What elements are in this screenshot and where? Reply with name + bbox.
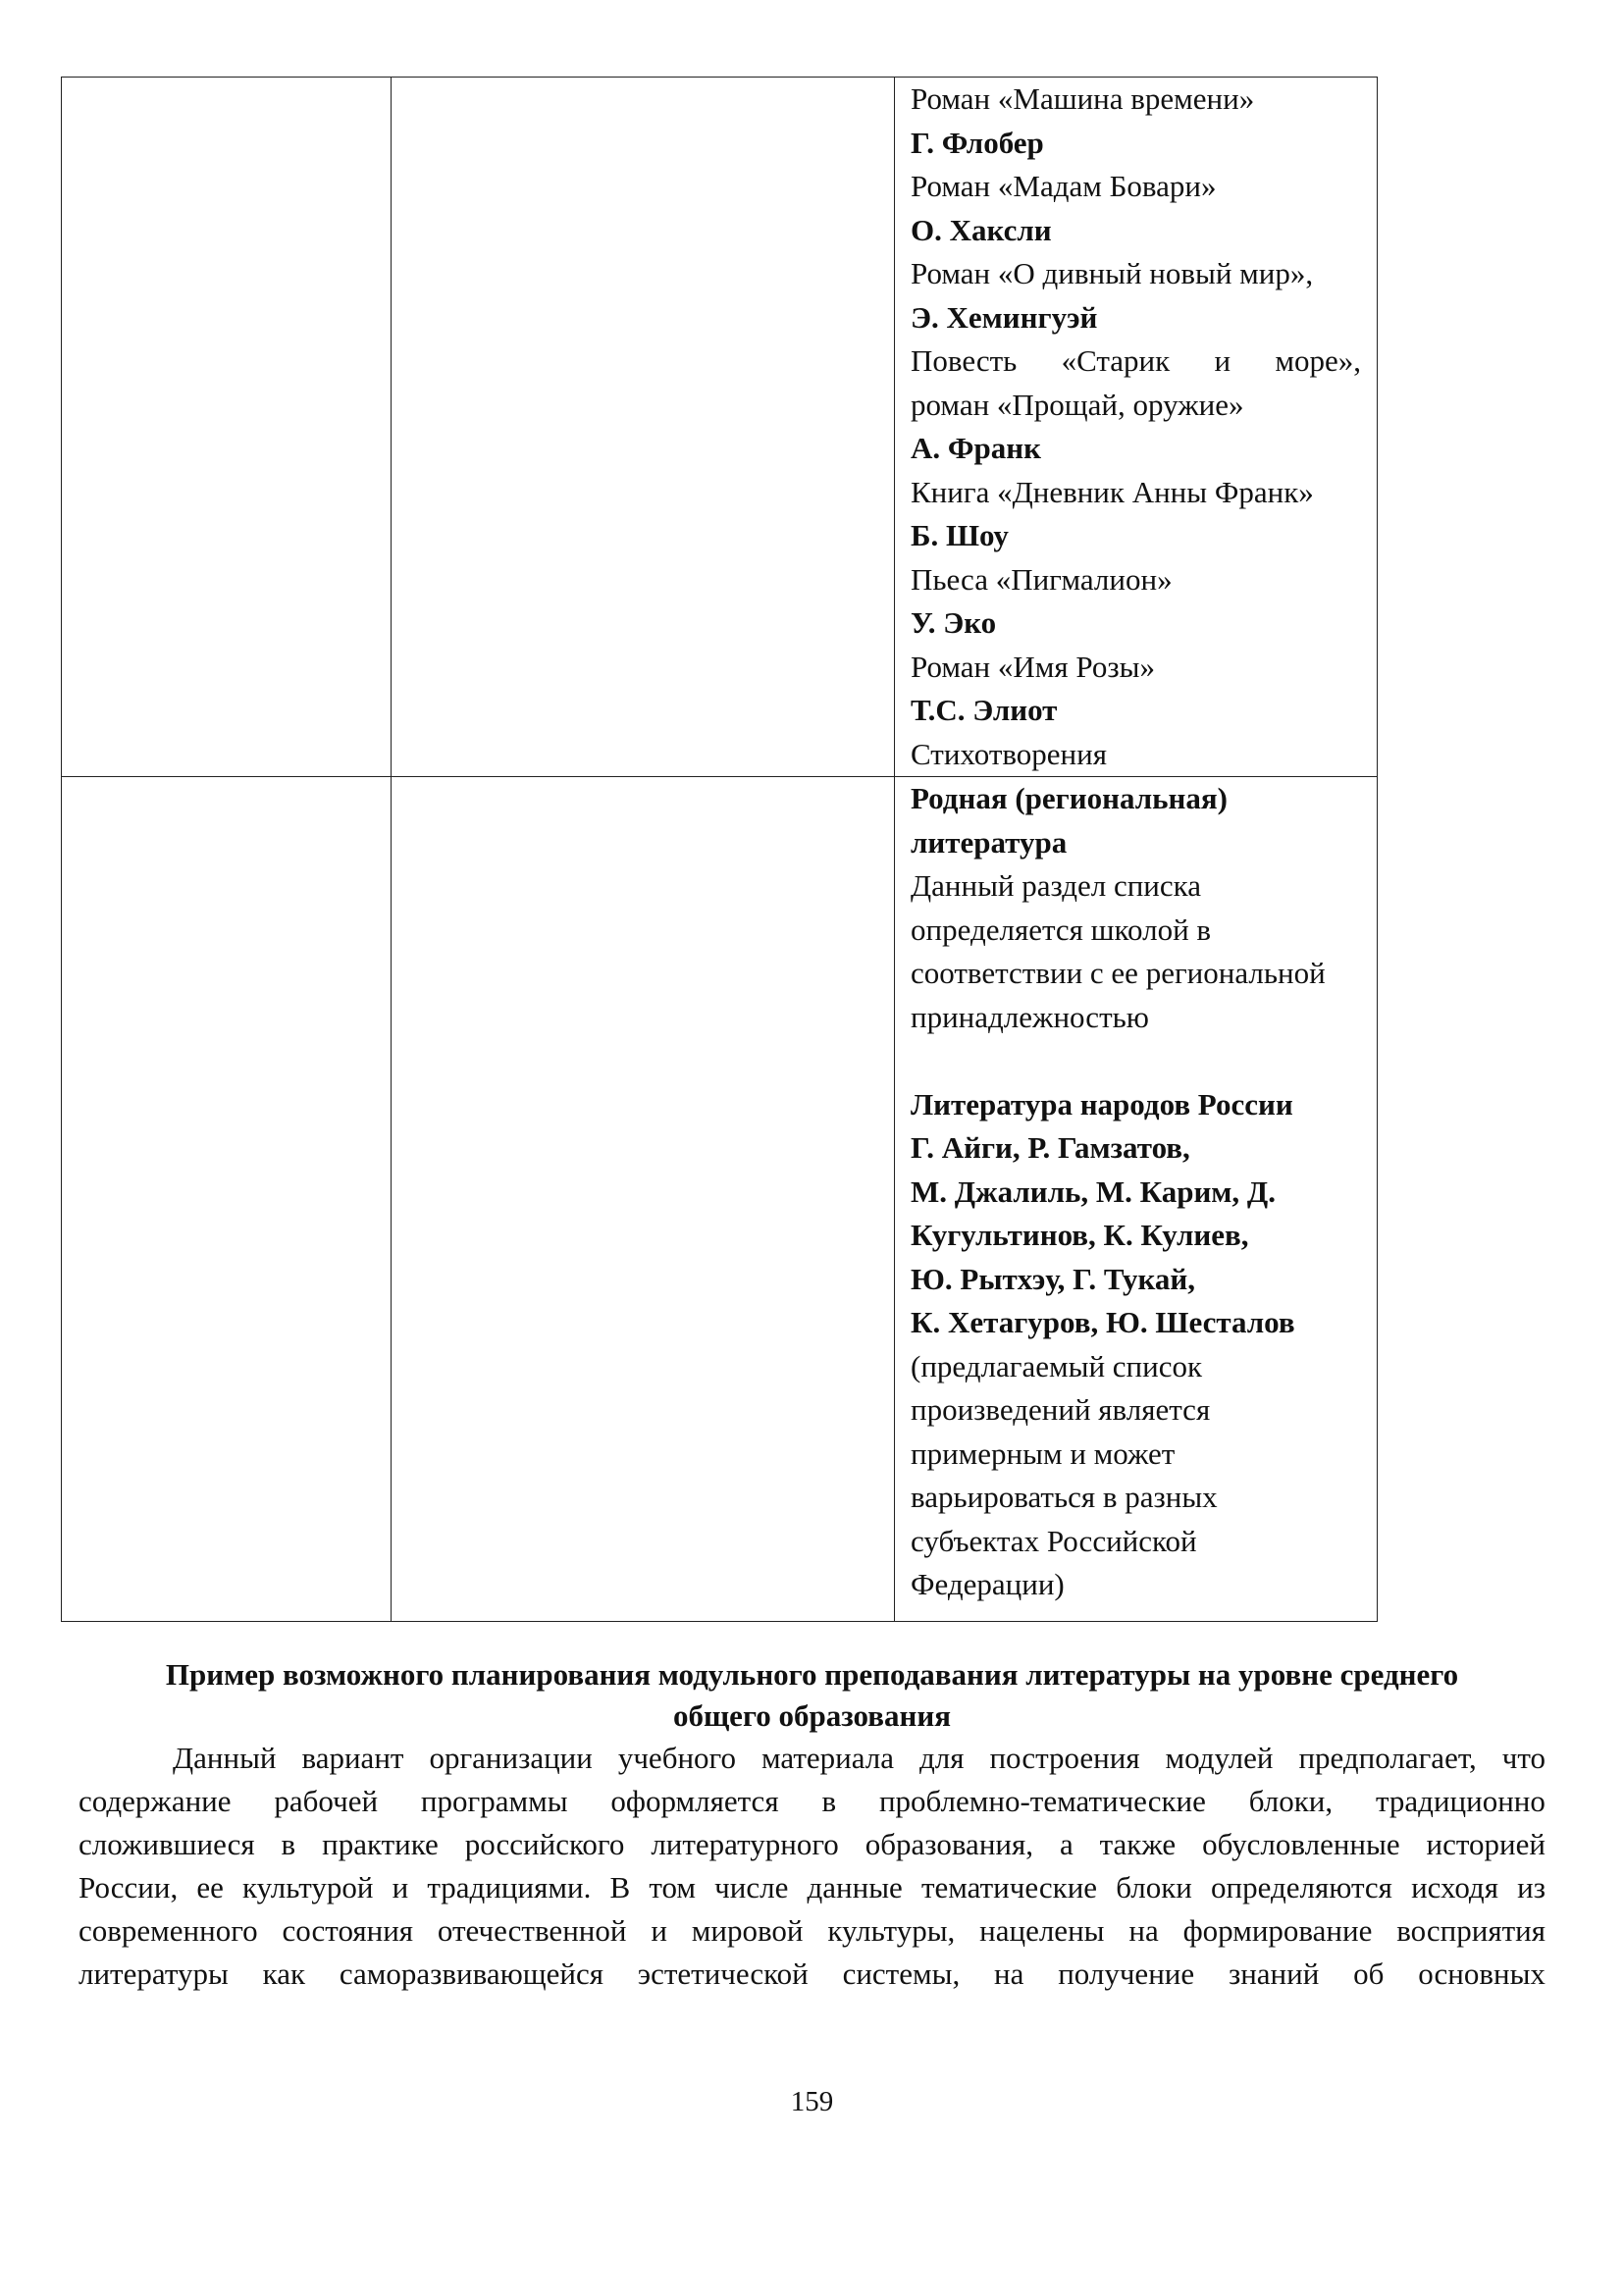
work-line: Стихотворения — [911, 736, 1107, 771]
author-name: Литература народов России — [911, 1086, 1293, 1121]
table-cell-empty — [62, 777, 392, 1622]
heading-line: Пример возможного планирования модульного преподавания литературы на уровне среднего — [165, 1657, 1459, 1692]
author-name: Б. Шоу — [911, 518, 1009, 552]
table-cell-empty — [62, 78, 392, 777]
author-name: Ю. Рытхэу, Г. Тукай, — [911, 1261, 1196, 1296]
table-row — [62, 777, 1378, 1622]
author-name: Кугультинов, К. Кулиев, — [911, 1218, 1249, 1252]
work-line: (предлагаемый список — [911, 1348, 1203, 1383]
author-name: А. Франк — [911, 431, 1041, 465]
work-line: Пьеса «Пигмалион» — [911, 561, 1173, 597]
author-name: литература — [911, 824, 1068, 860]
work-line: Роман «Машина времени» — [911, 81, 1255, 116]
literature-list-table — [61, 77, 1378, 1622]
work-line: соответствии с ее региональной — [911, 956, 1326, 990]
author-name: Г. Айги, Р. Гамзатов, — [911, 1130, 1190, 1165]
heading-line: общего образования — [673, 1698, 951, 1733]
work-line: Книга «Дневник Анны Франк» — [911, 474, 1314, 509]
author-name: О. Хаксли — [911, 212, 1052, 247]
paragraph-line: сложившиеся в практике российского литературного образования, а также обусловленные историей — [79, 1827, 1545, 1861]
works-list — [895, 777, 1377, 1607]
work-line: Данный раздел списка — [911, 868, 1201, 903]
author-name: Родная (региональная) — [911, 781, 1228, 815]
author-name: К. Хетагуров, Ю. Шесталов — [911, 1305, 1295, 1339]
paragraph-line: России, ее культурой и традициями. В том числе данные тематические блоки определяются исходя из — [79, 1870, 1545, 1904]
section-heading — [79, 1654, 1545, 1737]
paragraph-line: современного состояния отечественной и мировой культуры, нацелены на формирование восприятия — [79, 1913, 1545, 1948]
work-line: субъектах Российской — [911, 1523, 1197, 1558]
table-cell-empty — [392, 777, 895, 1622]
paragraph-line: содержание рабочей программы оформляется в проблемно-тематические блоки, традиционно — [79, 1784, 1545, 1818]
table-row — [62, 78, 1378, 777]
author-name: У. Эко — [911, 605, 997, 640]
author-name: Э. Хемингуэй — [911, 299, 1098, 335]
work-line: Роман «О дивный новый мир», — [911, 256, 1314, 290]
work-line: роман «Прощай, оружие» — [911, 387, 1244, 422]
work-line: принадлежностью — [911, 999, 1149, 1034]
paragraph-line: Данный вариант организации учебного материала для построения модулей предполагает, что — [173, 1741, 1545, 1775]
table-cell-empty — [392, 78, 895, 777]
work-line: варьироваться в разных — [911, 1480, 1218, 1514]
work-line: произведений является — [911, 1392, 1211, 1427]
author-name: Г. Флобер — [911, 125, 1044, 160]
work-line: Федерации) — [911, 1567, 1065, 1601]
author-name: Т.С. Элиот — [911, 693, 1058, 727]
body-paragraph — [79, 1737, 1545, 1996]
work-line: Роман «Мадам Бовари» — [911, 169, 1217, 203]
work-line: примерным и может — [911, 1435, 1176, 1471]
work-line: Роман «Имя Розы» — [911, 649, 1155, 684]
work-line: Повесть «Старик и море», — [911, 343, 1361, 378]
table-cell-works — [895, 78, 1378, 777]
works-list — [895, 78, 1377, 776]
table-cell-works — [895, 777, 1378, 1622]
blank-line — [911, 1039, 1361, 1083]
work-line: определяется школой в — [911, 912, 1212, 947]
paragraph-line: литературы как саморазвивающейся эстетической системы, на получение знаний об основных — [79, 1956, 1545, 1991]
author-name: М. Джалиль, М. Карим, Д. — [911, 1174, 1276, 1209]
page-number: 159 — [790, 2086, 834, 2117]
